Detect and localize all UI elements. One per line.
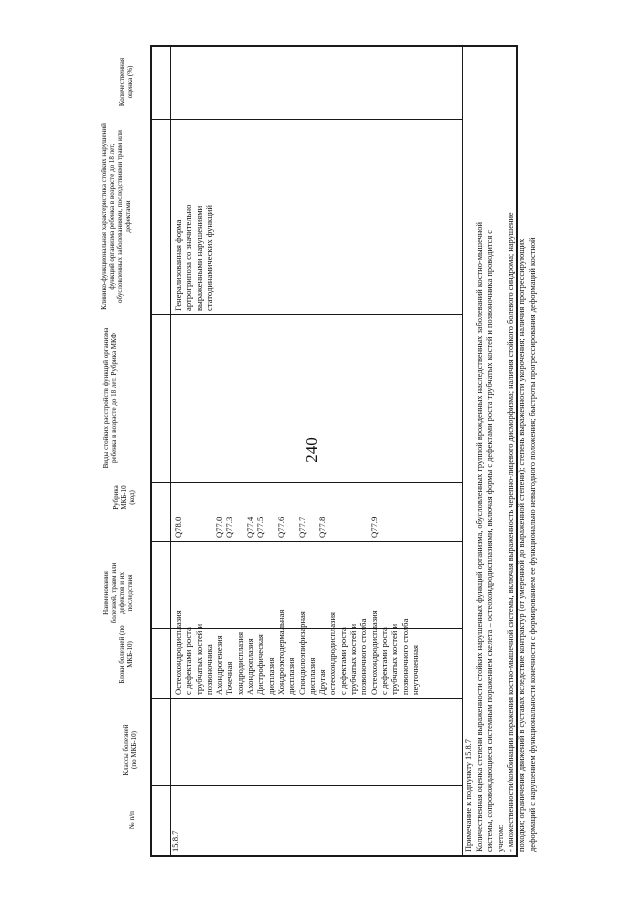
list-item: позвоночного столба	[399, 618, 410, 695]
icd-code: Q77.3	[224, 516, 235, 538]
list-item: позвоночника	[203, 644, 214, 695]
characteristic-line: выраженными нарушениями	[193, 205, 204, 311]
header-codes: Рубрика МКБ-10 (код)	[112, 485, 136, 510]
note-line: деформаций с нарушением функциональности конечности с формированием ее функционально невыгодного положения; быстроты прогрессирования деформаций костной	[527, 237, 537, 852]
list-item: позвоночного столба	[358, 618, 369, 695]
icd-code: Q77.4	[245, 516, 256, 538]
characteristic-line: Генерализованная форма	[173, 219, 183, 311]
column-rule	[150, 698, 462, 699]
note-heading: Примечание к подпункту 15.8.7	[464, 739, 473, 852]
list-item: Остеохондродисплазия	[173, 610, 183, 695]
header-names: Наименования болезней, травм или дефектов и их последствия	[102, 562, 134, 624]
list-item: Дистрофическая	[255, 634, 266, 695]
list-item: Спондилоэпифизарная	[296, 611, 307, 695]
icd-code	[183, 454, 193, 538]
icd-code	[358, 454, 368, 538]
list-item: с дефектами роста	[183, 627, 194, 695]
icd-code	[338, 454, 348, 538]
icd-code: Q77.7	[296, 516, 307, 538]
list-item: Ахондроплазия	[245, 638, 256, 695]
icd-code	[307, 454, 317, 538]
list-item: Другая	[317, 669, 328, 695]
header-characteristics: Клинико-функциональная характеристика стойких нарушений функций организма ребенка в возрасте до 18 лет, обусловленных заболеваниями, последствиями травм или дефектами	[100, 123, 132, 310]
clinical-characteristic	[172, 119, 220, 314]
icd-code	[194, 454, 204, 538]
icd-code	[266, 454, 276, 538]
icd-code: Q77.9	[368, 516, 379, 538]
header-blocks: Блоки болезней (по МКБ-10)	[118, 625, 134, 684]
page-number: 240	[302, 437, 321, 463]
list-item: Точечная	[224, 661, 235, 695]
list-item: трубчатых костей и	[389, 623, 400, 695]
icd-code: Q78.0	[173, 516, 183, 538]
column-rule	[150, 314, 462, 315]
header-divider	[170, 45, 171, 857]
note-line: - множественности/комбинации поражения костно-мышечной системы, включая выраженность черепно-лицевого дисморфизма; наличия стойкого болевого синдрома; нарушение	[506, 212, 516, 852]
list-item: Хондроэктодермальная	[275, 609, 286, 695]
list-item: трубчатых костей и	[348, 623, 359, 695]
list-item: дисплазия	[265, 657, 276, 695]
header-num: № п/п	[128, 811, 136, 829]
characteristic-line: артрогрипоза со значительно	[183, 204, 194, 311]
list-item: хондродисплазия	[234, 631, 245, 695]
note-line: учетом:	[495, 824, 505, 852]
icd-code	[204, 454, 214, 538]
icd-code	[327, 454, 337, 538]
disease-list	[172, 542, 462, 698]
header-score: Количественная оценка (%)	[118, 57, 134, 107]
icd-code	[286, 454, 296, 538]
note-line: системы, сопровождающиеся системным поражением скелета – остеохондродисплазиями, включая формы с дефектами роста трубчатых костей и позвоночника проводится с	[485, 229, 495, 852]
icd-code: Q77.5	[255, 516, 266, 538]
row-number: 15.8.7	[170, 830, 180, 852]
column-rule	[150, 785, 462, 786]
characteristic-line: статодинамических функций	[203, 205, 214, 311]
icd-code	[348, 454, 358, 538]
header-classes: Классы болезней (по МКБ-10)	[122, 724, 138, 776]
note-line: походки; ограничения движений в суставах вследствие контрактур (от умеренной до выраженной степени); степень выраженности укорочения; наличия прогрессирующих	[516, 238, 526, 852]
list-item: остеохондродисплазия	[327, 612, 338, 695]
note-line: Количественная оценка степени выраженности стойких нарушенных функций организма, обусловленных группой врожденных наследственных заболеваний костно-мышечной	[474, 222, 484, 852]
list-item: дисплазия	[306, 657, 317, 695]
icd-code: Q77.0	[214, 516, 225, 538]
code-list	[172, 454, 462, 541]
list-item: трубчатых костей и	[193, 623, 204, 695]
list-item: дисплазия	[286, 657, 297, 695]
list-item: неуточненная	[409, 645, 420, 695]
icd-code	[235, 454, 245, 538]
list-item: с дефектами роста	[378, 627, 389, 695]
icd-code: Q77.6	[275, 516, 286, 538]
list-item: Остеохондродисплазия	[368, 610, 379, 695]
note-block	[463, 43, 539, 855]
list-item: Ахондрогенезия	[214, 635, 225, 695]
icd-code: Q77.8	[317, 516, 328, 538]
header-disorders: Виды стойких расстройств функций организма ребенка в возрасте до 18 лет. Рубрика МКФ	[102, 327, 118, 469]
list-item: с дефектами роста	[337, 627, 348, 695]
